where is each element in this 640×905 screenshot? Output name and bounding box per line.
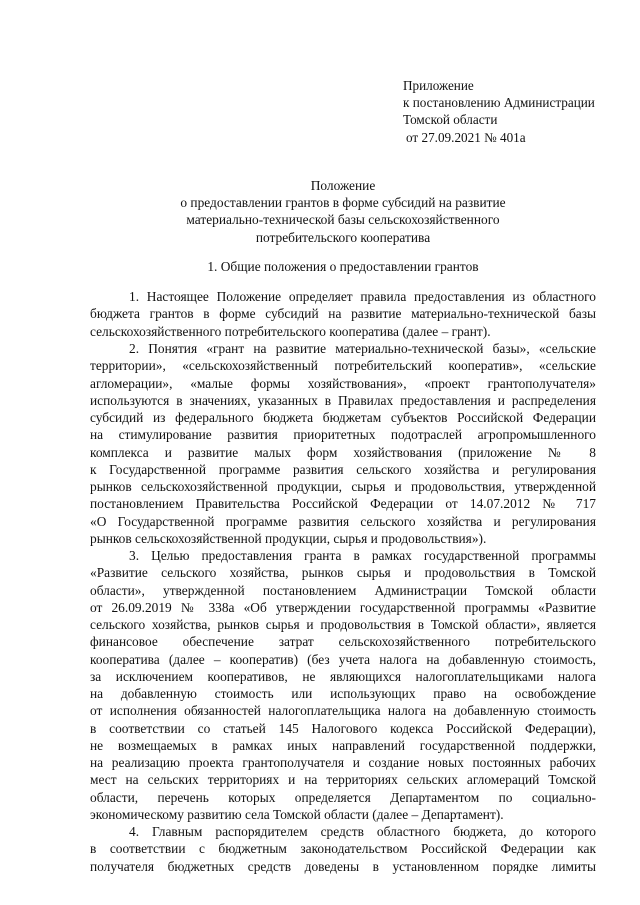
title-line: Положение (310, 178, 376, 193)
document-title (90, 177, 596, 246)
text-line: кооператива (далее – кооператив) (без учета налога на добавленную стоимость, (90, 651, 596, 667)
text-line: бюджета грантов в форме субсидий на развитие материально-технической базы (90, 306, 596, 322)
text-line: 3. Целью предоставления гранта в рамках государственной программы (129, 548, 596, 563)
appendix-line: Томской области (403, 112, 498, 128)
text-line: финансовое обеспечение затрат сельскохозяйственного потребительского (90, 634, 596, 650)
text-line: области, перечень которых определяется Департаментом по социально- (90, 789, 596, 805)
text-line: не возмещаемых в рамках иных направлений государственной поддержки, (90, 737, 596, 753)
text-line: «Развитие сельского хозяйства, рынков сырья и продовольствия в Томской (90, 565, 596, 581)
title-line: о предоставлении грантов в форме субсидий на развитие (180, 195, 506, 211)
title-line: потребительского кооператива (255, 229, 431, 245)
text-line: области», утвержденной постановлением Администрации Томской области (90, 582, 596, 598)
paragraph-2 (90, 340, 596, 547)
text-line: агломерации», «малые формы хозяйствования», «проект грантополучателя» (90, 375, 596, 391)
text-line: за исключением кооперативов, не являющихся налогоплательщиками налога (90, 668, 596, 684)
text-line: к Государственной программе развития сельского хозяйства и регулирования (90, 461, 596, 477)
text-line: в соответствии со статьей 145 Налогового кодекса Российской Федерации), (90, 720, 596, 736)
text-line: территории», «сельскохозяйственный потребительский кооператив», «сельские (90, 358, 596, 374)
text-line: получателя бюджетных средств доведены в установленном порядке лимиты (90, 858, 596, 874)
text-line: от исполнения обязанностей налогоплательщика налога на добавленную стоимость (90, 703, 596, 719)
appendix-line: Приложение (403, 78, 474, 93)
text-line: в соответствии с бюджетным законодательством Российской Федерации как (90, 841, 596, 857)
text-line: сельскохозяйственного потребительского кооператива (далее – грант). (90, 323, 491, 339)
text-line: 1. Настоящее Положение определяет правила предоставления из областного (129, 289, 596, 304)
paragraph-1 (90, 288, 596, 340)
text-line: сельского хозяйства, рынков сырья и продовольствия в Томской области», является (90, 617, 596, 632)
text-line: «О Государственной программе развития сельского хозяйства и регулирования (90, 513, 596, 529)
text-line: рынков сельскохозяйственной продукции, сырья и продовольствия, утвержденной (90, 479, 596, 494)
text-line: от 26.09.2019 № 338а «Об утверждении государственной программы «Развитие (90, 599, 596, 615)
text-line: постановлением Правительства Российской Федерации от 14.07.2012 № 717 (90, 496, 596, 512)
appendix-date: от 27.09.2021 № 401а (406, 129, 526, 145)
text-line: субсидий из федерального бюджета бюджетам субъектов Российской Федерации (90, 410, 596, 425)
appendix-line: к постановлению Администрации (403, 95, 595, 111)
text-line: 2. Понятия «грант на развитие материально-технической базы», «сельские (129, 341, 596, 356)
text-line: экономическому развитию села Томской области (далее – Департамент). (90, 806, 504, 822)
text-line: на добавленную стоимость или использующих право на освобождение (90, 686, 596, 701)
paragraph-4 (90, 823, 596, 875)
section-heading: 1. Общие положения о предоставлении грантов (207, 259, 479, 274)
text-line: рынков сельскохозяйственной продукции, сырья и продовольствия»). (90, 530, 487, 546)
text-line: используются в значениях, указанных в Правилах предоставления и распределения (90, 392, 596, 408)
text-line: на стимулирование развития приоритетных подотраслей агропромышленного (90, 427, 596, 443)
paragraph-3 (90, 547, 596, 823)
appendix-block (403, 77, 623, 146)
text-line: 4. Главным распорядителем средств областного бюджета, до которого (129, 824, 596, 839)
text-line: мест на сельских территориях и на территориях сельских агломераций Томской (90, 772, 596, 788)
text-line: на реализацию проекта грантополучателя и создание новых постоянных рабочих (90, 755, 596, 770)
title-line: материально-технической базы сельскохозяйственного (186, 212, 500, 228)
text-line: комплекса и развитие малых форм хозяйствования (приложение № 8 (90, 444, 596, 460)
